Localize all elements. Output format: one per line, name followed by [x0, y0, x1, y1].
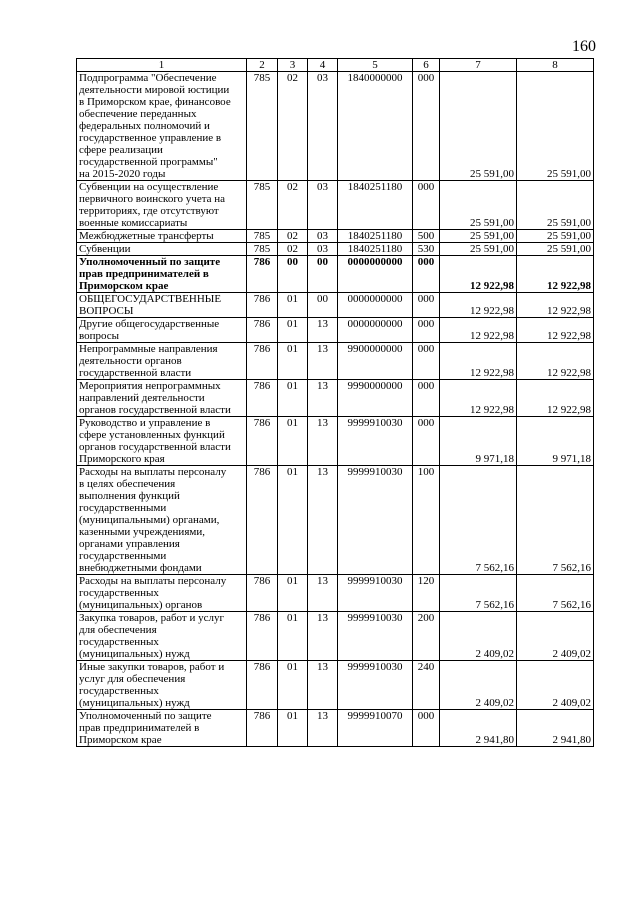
cell-col-2: 786: [247, 343, 278, 380]
cell-col-6: 000: [413, 293, 440, 318]
cell-col-2: 785: [247, 72, 278, 181]
header-cell: 3: [278, 59, 308, 72]
cell-col-2: 786: [247, 661, 278, 710]
cell-col-2: 786: [247, 256, 278, 293]
cell-col-8: 25 591,00: [517, 181, 594, 230]
cell-col-4: 13: [308, 318, 338, 343]
table-row: [77, 380, 594, 417]
cell-col-3: 01: [278, 417, 308, 466]
cell-col-8: 7 562,16: [517, 466, 594, 575]
table-row: [77, 661, 594, 710]
cell-col-7: 12 922,98: [440, 343, 517, 380]
table-row: [77, 710, 594, 747]
table-row: [77, 256, 594, 293]
cell-col-4: 13: [308, 417, 338, 466]
cell-col-7: 12 922,98: [440, 380, 517, 417]
header-cell: 6: [413, 59, 440, 72]
cell-col-3: 01: [278, 710, 308, 747]
cell-col-5: 0000000000: [338, 293, 413, 318]
cell-col-7: 7 562,16: [440, 575, 517, 612]
row-name-cell: ОБЩЕГОСУДАРСТВЕННЫЕ ВОПРОСЫ: [77, 293, 247, 318]
cell-col-4: 13: [308, 380, 338, 417]
cell-col-7: 2 409,02: [440, 661, 517, 710]
cell-col-4: 03: [308, 243, 338, 256]
row-name-cell: Субвенции: [77, 243, 247, 256]
cell-col-4: 13: [308, 612, 338, 661]
cell-col-3: 02: [278, 243, 308, 256]
page-number: 160: [572, 38, 596, 55]
cell-col-8: 2 409,02: [517, 661, 594, 710]
cell-col-2: 786: [247, 575, 278, 612]
cell-col-5: 9990000000: [338, 380, 413, 417]
cell-col-4: 00: [308, 256, 338, 293]
cell-col-6: 000: [413, 318, 440, 343]
cell-col-3: 01: [278, 318, 308, 343]
cell-col-8: 25 591,00: [517, 72, 594, 181]
table-row: [77, 230, 594, 243]
cell-col-7: 2 941,80: [440, 710, 517, 747]
cell-col-2: 786: [247, 710, 278, 747]
row-name-cell: Непрограммные направления деятельности органов государственной власти: [77, 343, 247, 380]
cell-col-7: 2 409,02: [440, 612, 517, 661]
cell-col-7: 25 591,00: [440, 230, 517, 243]
cell-col-2: 785: [247, 230, 278, 243]
cell-col-5: 9999910030: [338, 417, 413, 466]
cell-col-3: 01: [278, 466, 308, 575]
cell-col-5: 0000000000: [338, 318, 413, 343]
cell-col-6: 000: [413, 256, 440, 293]
cell-col-2: 786: [247, 466, 278, 575]
cell-col-3: 01: [278, 575, 308, 612]
cell-col-5: 0000000000: [338, 256, 413, 293]
row-name-cell: Другие общегосударственные вопросы: [77, 318, 247, 343]
cell-col-2: 785: [247, 243, 278, 256]
cell-col-4: 13: [308, 343, 338, 380]
cell-col-4: 03: [308, 181, 338, 230]
cell-col-4: 03: [308, 230, 338, 243]
row-name-cell: Мероприятия непрограммных направлений деятельности органов государственной власти: [77, 380, 247, 417]
cell-col-6: 100: [413, 466, 440, 575]
cell-col-6: 000: [413, 417, 440, 466]
cell-col-6: 000: [413, 380, 440, 417]
cell-col-7: 7 562,16: [440, 466, 517, 575]
cell-col-5: 1840251180: [338, 230, 413, 243]
cell-col-2: 786: [247, 380, 278, 417]
cell-col-5: 1840251180: [338, 243, 413, 256]
cell-col-4: 00: [308, 293, 338, 318]
table-row: [77, 343, 594, 380]
header-cell: 7: [440, 59, 517, 72]
cell-col-5: 1840251180: [338, 181, 413, 230]
table-row: [77, 612, 594, 661]
cell-col-3: 00: [278, 256, 308, 293]
cell-col-2: 786: [247, 417, 278, 466]
cell-col-6: 000: [413, 710, 440, 747]
cell-col-6: 240: [413, 661, 440, 710]
cell-col-6: 000: [413, 72, 440, 181]
row-name-cell: Уполномоченный по защите прав предпринимателей в Приморском крае: [77, 710, 247, 747]
cell-col-7: 12 922,98: [440, 256, 517, 293]
row-name-cell: Подпрограмма "Обеспечение деятельности мировой юстиции в Приморском крае, финансовое обеспечение переданных федеральных полномочий и государственное управление в сфере реализации государственной программы" на 2015-2020 годы: [77, 72, 247, 181]
cell-col-7: 25 591,00: [440, 181, 517, 230]
table-row: [77, 181, 594, 230]
cell-col-8: 2 409,02: [517, 612, 594, 661]
header-cell: 5: [338, 59, 413, 72]
cell-col-8: 12 922,98: [517, 256, 594, 293]
row-name-cell: Закупка товаров, работ и услуг для обеспечения государственных (муниципальных) нужд: [77, 612, 247, 661]
cell-col-5: 9999910030: [338, 612, 413, 661]
cell-col-3: 01: [278, 380, 308, 417]
cell-col-4: 13: [308, 466, 338, 575]
cell-col-2: 786: [247, 318, 278, 343]
cell-col-4: 03: [308, 72, 338, 181]
row-name-cell: Уполномоченный по защите прав предпринимателей в Приморском крае: [77, 256, 247, 293]
cell-col-8: 12 922,98: [517, 318, 594, 343]
cell-col-4: 13: [308, 575, 338, 612]
cell-col-8: 12 922,98: [517, 343, 594, 380]
cell-col-6: 000: [413, 343, 440, 380]
cell-col-7: 25 591,00: [440, 243, 517, 256]
cell-col-4: 13: [308, 661, 338, 710]
cell-col-8: 25 591,00: [517, 230, 594, 243]
row-name-cell: Иные закупки товаров, работ и услуг для обеспечения государственных (муниципальных) нужд: [77, 661, 247, 710]
cell-col-5: 9999910030: [338, 661, 413, 710]
cell-col-3: 02: [278, 230, 308, 243]
table-row: [77, 466, 594, 575]
row-name-cell: Межбюджетные трансферты: [77, 230, 247, 243]
header-cell: 8: [517, 59, 594, 72]
cell-col-3: 02: [278, 72, 308, 181]
cell-col-3: 01: [278, 293, 308, 318]
header-cell: 4: [308, 59, 338, 72]
cell-col-6: 500: [413, 230, 440, 243]
cell-col-3: 01: [278, 343, 308, 380]
cell-col-5: 9900000000: [338, 343, 413, 380]
cell-col-2: 786: [247, 612, 278, 661]
cell-col-8: 12 922,98: [517, 293, 594, 318]
cell-col-5: 9999910030: [338, 466, 413, 575]
cell-col-8: 9 971,18: [517, 417, 594, 466]
cell-col-8: 12 922,98: [517, 380, 594, 417]
row-name-cell: Расходы на выплаты персоналу государственных (муниципальных) органов: [77, 575, 247, 612]
header-row: [77, 59, 594, 72]
cell-col-5: 9999910070: [338, 710, 413, 747]
row-name-cell: Руководство и управление в сфере установленных функций органов государственной власти Приморского края: [77, 417, 247, 466]
cell-col-3: 02: [278, 181, 308, 230]
cell-col-8: 2 941,80: [517, 710, 594, 747]
cell-col-6: 120: [413, 575, 440, 612]
cell-col-5: 9999910030: [338, 575, 413, 612]
cell-col-8: 7 562,16: [517, 575, 594, 612]
header-cell: 1: [77, 59, 247, 72]
row-name-cell: Расходы на выплаты персоналу в целях обеспечения выполнения функций государственными (муниципальными) органами, казенными учреждениями, органами управления государственными внебюджетными фондами: [77, 466, 247, 575]
table-row: [77, 293, 594, 318]
cell-col-3: 01: [278, 661, 308, 710]
table-row: [77, 318, 594, 343]
cell-col-3: 01: [278, 612, 308, 661]
cell-col-8: 25 591,00: [517, 243, 594, 256]
cell-col-6: 200: [413, 612, 440, 661]
budget-table: [76, 58, 594, 747]
cell-col-2: 786: [247, 293, 278, 318]
cell-col-7: 12 922,98: [440, 293, 517, 318]
table-row: [77, 243, 594, 256]
cell-col-7: 25 591,00: [440, 72, 517, 181]
cell-col-6: 530: [413, 243, 440, 256]
table-row: [77, 72, 594, 181]
cell-col-5: 1840000000: [338, 72, 413, 181]
cell-col-4: 13: [308, 710, 338, 747]
table-row: [77, 417, 594, 466]
row-name-cell: Субвенции на осуществление первичного воинского учета на территориях, где отсутствуют военные комиссариаты: [77, 181, 247, 230]
header-cell: 2: [247, 59, 278, 72]
cell-col-7: 12 922,98: [440, 318, 517, 343]
table-row: [77, 575, 594, 612]
cell-col-6: 000: [413, 181, 440, 230]
cell-col-2: 785: [247, 181, 278, 230]
cell-col-7: 9 971,18: [440, 417, 517, 466]
